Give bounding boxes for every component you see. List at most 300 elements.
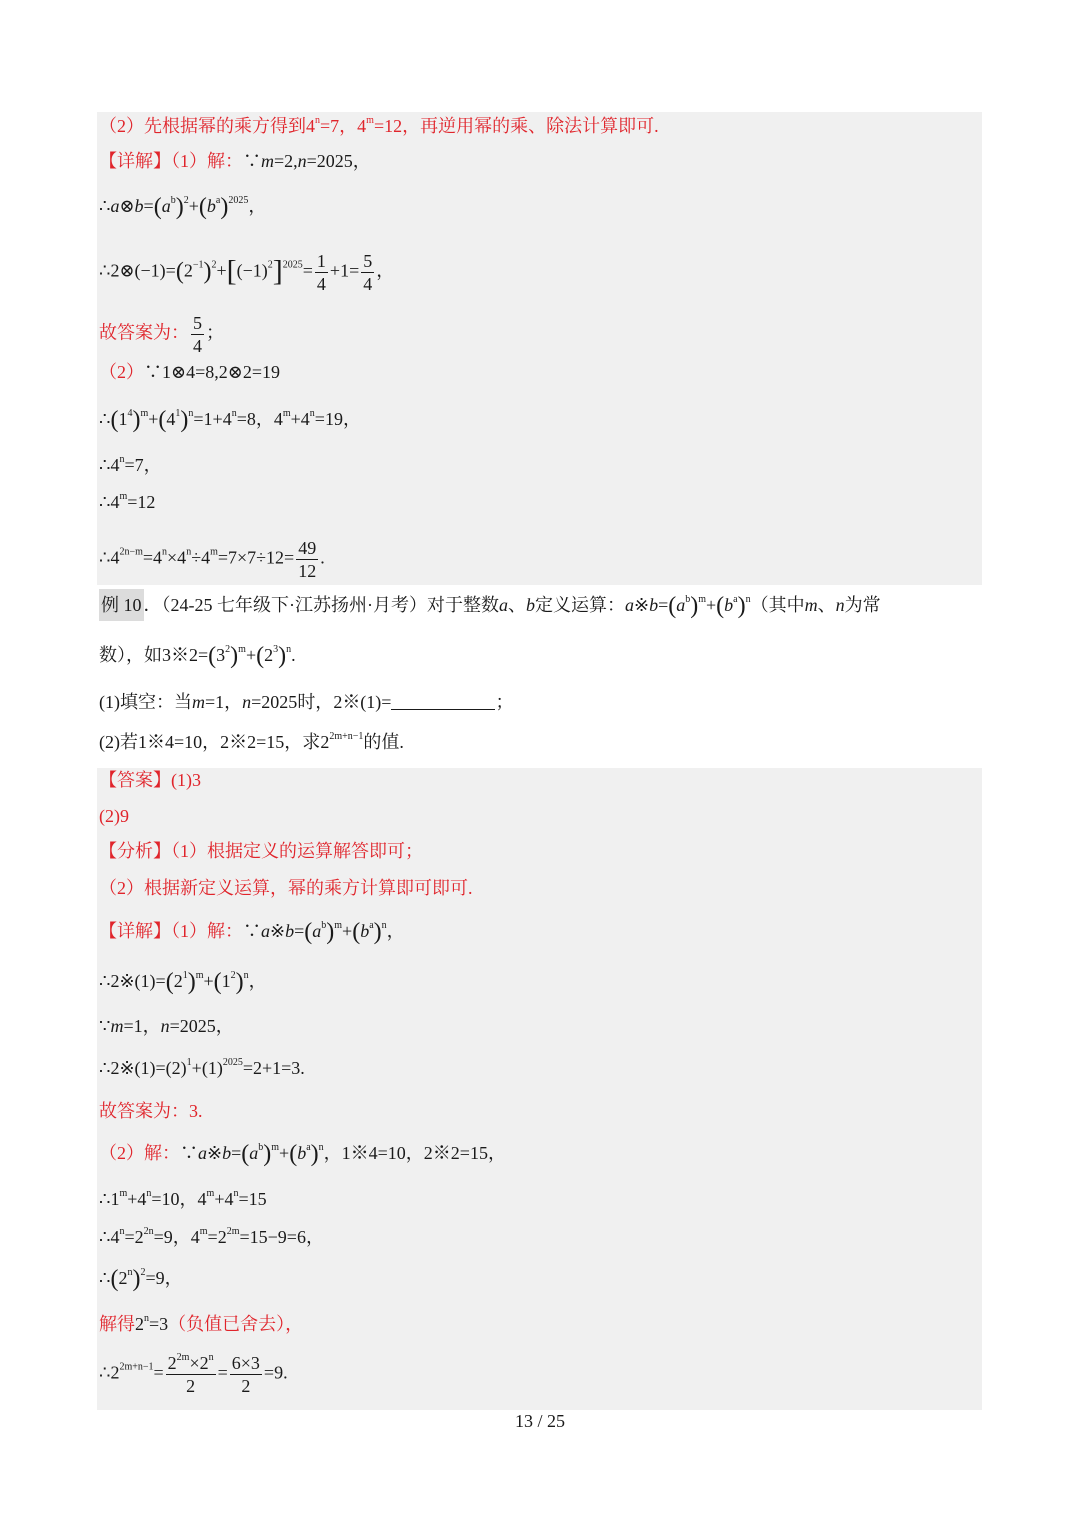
- red-text: （负值已舍去），: [168, 1314, 304, 1334]
- exponent: 2: [267, 259, 273, 271]
- exponent: n: [318, 1142, 324, 1153]
- math-text: ∴: [99, 455, 111, 475]
- exponent: n: [233, 1188, 239, 1199]
- exponent: 2: [230, 970, 236, 981]
- exponent: 1: [186, 1057, 192, 1068]
- detail2-part2-step3: [99, 1267, 183, 1290]
- part2-step2: [99, 454, 162, 476]
- detail-part1-given: [99, 150, 371, 172]
- math-text: ×4: [167, 547, 187, 568]
- math-text: 2: [264, 645, 274, 665]
- math-text: +4: [214, 1189, 234, 1209]
- math-text: =7，: [124, 455, 162, 475]
- math-text: =2025，: [169, 1016, 234, 1036]
- math-text: +4: [127, 1189, 147, 1209]
- bracket: [: [226, 254, 237, 288]
- paren: (: [668, 593, 677, 619]
- math-variable: n: [242, 692, 252, 712]
- exponent: n: [146, 1188, 152, 1199]
- math-text: 2: [173, 971, 183, 991]
- exponent: n: [315, 115, 320, 126]
- math-variable: a: [312, 921, 322, 941]
- exponent: m: [282, 408, 291, 419]
- paren: ): [187, 969, 196, 995]
- math-variable: a: [676, 595, 686, 615]
- math-text: 、: [507, 595, 526, 615]
- answer-blank[interactable]: [391, 693, 495, 710]
- math-variable: m: [804, 595, 818, 615]
- exponent: 2m+n−1: [329, 731, 364, 742]
- math-text: 2: [135, 1314, 144, 1334]
- exponent: a: [733, 594, 738, 605]
- math-text: +1=: [329, 260, 360, 281]
- exponent: m: [238, 644, 246, 655]
- red-text: （2）根据新定义运算，幂的乘方计算即可即可.: [99, 878, 473, 898]
- math-text: =2: [207, 1227, 227, 1247]
- math-text: +: [342, 921, 353, 941]
- question-2: [99, 731, 404, 753]
- exponent: 2: [140, 1267, 146, 1278]
- exponent: 2m+n−1: [119, 1361, 154, 1373]
- detail2-given: [99, 1015, 234, 1037]
- paren: (: [304, 919, 313, 945]
- math-text: =: [294, 921, 305, 941]
- exponent: a: [306, 1142, 311, 1153]
- question-1: [99, 691, 513, 713]
- math-text: 1※4=10，: [341, 1143, 424, 1163]
- math-text: 时，: [297, 692, 334, 712]
- detail-compute: [99, 250, 394, 295]
- paren: ): [203, 258, 212, 285]
- math-text: =: [153, 1362, 164, 1383]
- math-text: 4: [306, 116, 315, 136]
- math-text: 3※2=: [162, 645, 209, 665]
- math-text: ∴: [99, 1268, 111, 1288]
- math-text: +: [148, 409, 159, 429]
- math-text: 2※(1)=: [333, 692, 392, 712]
- math-text: =2+1=3: [242, 1058, 301, 1078]
- math-variable: a: [624, 595, 634, 615]
- exponent: 2: [225, 644, 231, 655]
- math-text: 4: [110, 1227, 120, 1247]
- math-text: 4: [166, 409, 176, 429]
- math-text: 1: [221, 971, 231, 991]
- paren: (: [110, 407, 119, 433]
- paren: ): [175, 194, 184, 220]
- paren: ): [326, 919, 335, 945]
- math-text: +(1): [191, 1058, 223, 1078]
- math-text: ∴: [99, 1362, 111, 1383]
- exponent: 2n: [143, 1226, 154, 1237]
- math-variable: a: [110, 196, 120, 216]
- math-text: =10，: [151, 1189, 198, 1209]
- exponent: n: [188, 408, 194, 419]
- math-text: =12: [127, 492, 156, 512]
- paren: (: [175, 258, 184, 285]
- paren: ): [690, 593, 699, 619]
- paren: (: [716, 593, 725, 619]
- exponent: 2: [211, 259, 217, 271]
- math-variable: b: [649, 595, 659, 615]
- red-text: （1）根据定义的运算解答即可；: [171, 841, 423, 861]
- math-text: =4: [142, 547, 163, 568]
- red-text: （1）解：: [171, 921, 243, 941]
- math-text: ∵: [243, 921, 261, 941]
- math-text: 4: [190, 1227, 200, 1247]
- math-variable: m: [110, 1016, 124, 1036]
- math-text: 4: [110, 492, 120, 512]
- detail2-def: [99, 920, 405, 943]
- paren: (: [241, 1141, 250, 1167]
- detail2-part2-step1: [99, 1188, 267, 1210]
- math-text: 4: [273, 409, 283, 429]
- red-text: 故答案为：3.: [99, 1101, 203, 1121]
- exponent: b: [258, 1142, 264, 1153]
- math-text: 2⊗(−1)=: [110, 260, 176, 281]
- math-text: ，: [323, 1143, 342, 1163]
- math-variable: b: [206, 196, 216, 216]
- red-text: 【分析】: [99, 841, 171, 861]
- paren: (: [198, 194, 207, 220]
- math-text: 、: [817, 595, 836, 615]
- paren: ): [235, 969, 244, 995]
- math-text: +: [706, 595, 717, 615]
- denominator: 4: [316, 274, 326, 294]
- answer-part1-b: [99, 1100, 203, 1122]
- math-text: ∴: [99, 409, 111, 429]
- paren: ): [230, 643, 239, 669]
- math-text: =: [658, 595, 669, 615]
- math-text: =: [217, 1362, 228, 1383]
- math-text: +: [203, 971, 214, 991]
- math-text: （其中: [750, 595, 805, 615]
- math-text: 定义运算：: [534, 595, 625, 615]
- math-text: ※: [633, 595, 650, 615]
- math-text: =1，: [205, 692, 243, 712]
- analysis-1: [99, 840, 423, 862]
- paren: ): [132, 407, 141, 433]
- math-text: 1: [110, 1189, 120, 1209]
- math-variable: b: [134, 196, 144, 216]
- exponent: m: [195, 970, 204, 981]
- paren: (: [165, 969, 174, 995]
- math-text: ∴: [99, 196, 111, 216]
- red-text: （2）解：: [99, 1143, 180, 1163]
- math-text: 2: [320, 732, 330, 752]
- red-text: （2）先根据幂的乘方得到: [99, 116, 306, 136]
- math-text: ※: [270, 921, 286, 941]
- numerator: 49: [298, 538, 317, 558]
- paren: ): [737, 593, 746, 619]
- math-text: ；: [206, 322, 224, 343]
- paren: (: [256, 643, 265, 669]
- math-text: 2※(1)=: [110, 971, 166, 991]
- paren: ): [310, 1141, 319, 1167]
- math-text: 1※4=10，: [138, 732, 221, 752]
- example-10-stem-cont: [99, 644, 296, 667]
- red-text: 解得: [99, 1314, 135, 1334]
- math-text: +: [245, 645, 257, 665]
- fraction: [166, 1352, 216, 1397]
- exponent: n: [127, 1267, 133, 1278]
- math-text: (2)若: [99, 732, 138, 752]
- math-text: =8，: [236, 409, 274, 429]
- paren: (: [153, 194, 162, 220]
- red-text: (1)3: [171, 770, 201, 790]
- fraction: [230, 1352, 262, 1397]
- exponent: n: [286, 644, 292, 655]
- exponent: m: [199, 1226, 208, 1237]
- exponent: 1: [175, 408, 181, 419]
- math-text: ∴: [99, 1227, 111, 1247]
- math-variable: m: [261, 151, 274, 171]
- paren: (: [158, 407, 167, 433]
- math-text: 1: [118, 409, 128, 429]
- exponent: −1: [192, 259, 204, 271]
- exponent: n: [162, 546, 168, 558]
- exponent: a: [369, 920, 374, 931]
- exponent: m: [119, 1188, 128, 1199]
- math-variable: n: [297, 151, 307, 171]
- example-badge: 例 10: [99, 589, 144, 621]
- exponent: n: [119, 1226, 125, 1237]
- exponent: n: [381, 920, 387, 931]
- math-text: ∵: [180, 1143, 198, 1163]
- math-variable: b: [724, 595, 734, 615]
- exponent: 3: [273, 644, 279, 655]
- math-text: +4: [290, 409, 310, 429]
- math-text: ∴: [99, 547, 111, 568]
- math-text: .: [300, 1058, 305, 1078]
- math-text: +: [216, 260, 227, 281]
- math-text: 4: [197, 1189, 207, 1209]
- math-text: ，: [248, 971, 267, 991]
- answer-shade-top: [97, 112, 982, 585]
- math-text: 数），如: [99, 645, 162, 665]
- paren: ): [278, 643, 287, 669]
- paren: ): [263, 1141, 272, 1167]
- math-variable: b: [297, 1143, 307, 1163]
- exponent: n: [309, 408, 315, 419]
- exponent: n: [186, 546, 192, 558]
- math-text: ．（24-25 七年级下·江苏扬州·月考）对于整数: [143, 595, 499, 615]
- exponent: 2025: [282, 259, 303, 271]
- part2-step4: [99, 537, 325, 582]
- numerator: 5: [193, 313, 202, 333]
- math-text: =: [302, 260, 313, 281]
- math-text: (−1): [236, 260, 268, 281]
- exponent: 2n−m: [119, 546, 143, 558]
- red-text: (2)9: [99, 806, 129, 826]
- exponent: n: [119, 454, 125, 465]
- math-text: =2025，: [306, 151, 371, 171]
- part2-step1: [99, 408, 361, 431]
- exponent: m: [334, 920, 343, 931]
- math-text: ∴: [99, 492, 111, 512]
- math-variable: n: [835, 595, 845, 615]
- math-text: =9，: [145, 1268, 183, 1288]
- math-text: =7×7÷12=: [217, 547, 295, 568]
- part2-step3: [99, 491, 155, 513]
- math-text: 2※2=15，求: [220, 732, 321, 752]
- exponent: 1: [182, 970, 188, 981]
- math-variable: a: [198, 1143, 207, 1163]
- red-text: （1）解：: [171, 151, 243, 171]
- math-text: =15−9=6，: [239, 1227, 324, 1247]
- math-text: 1⊗4=8,2⊗2=19: [162, 362, 280, 382]
- math-variable: m: [192, 692, 205, 712]
- paren: (: [289, 1141, 298, 1167]
- math-text: =3: [149, 1314, 169, 1334]
- exponent: m: [698, 594, 707, 605]
- red-text: 故答案为：: [99, 322, 189, 343]
- paren: ): [180, 407, 189, 433]
- exponent: b: [685, 594, 691, 605]
- exponent: n: [231, 408, 237, 419]
- page-number: 13 / 25: [514, 1411, 565, 1431]
- math-variable: b: [285, 921, 295, 941]
- exponent: 2m: [226, 1226, 240, 1237]
- detail2-result: [99, 1057, 305, 1079]
- math-text: =: [231, 1143, 242, 1163]
- red-text: 【详解】: [99, 921, 171, 941]
- math-text: .: [291, 645, 296, 665]
- exponent: 4: [127, 408, 133, 419]
- math-variable: a: [498, 595, 508, 615]
- math-text: 2: [110, 1362, 120, 1383]
- exponent: b: [321, 920, 327, 931]
- fraction: [361, 250, 374, 295]
- math-text: ∵: [99, 1016, 111, 1036]
- paren: (: [208, 643, 217, 669]
- answer-label: [99, 769, 201, 791]
- denominator: 4: [363, 274, 373, 294]
- exponent: n: [745, 594, 751, 605]
- detail2-part2-step2: [99, 1226, 324, 1248]
- math-text: ÷4: [191, 547, 211, 568]
- math-text: ，: [248, 196, 267, 216]
- analysis-2: [99, 877, 473, 899]
- red-text: =7，: [320, 116, 358, 136]
- detail2-part2-solve: [99, 1313, 303, 1335]
- paren: ): [373, 919, 382, 945]
- math-variable: b: [360, 921, 370, 941]
- math-text: =19，: [314, 409, 361, 429]
- math-text: =1+4: [193, 409, 232, 429]
- math-text: =2,: [274, 151, 298, 171]
- math-text: ，: [386, 921, 405, 941]
- math-text: =15: [238, 1189, 267, 1209]
- math-text: +: [188, 196, 199, 216]
- exponent: m: [206, 1188, 215, 1199]
- numerator: 5: [363, 251, 373, 271]
- detail2-part2-given: [99, 1142, 506, 1165]
- math-text: ∴: [99, 971, 111, 991]
- math-text: =: [143, 196, 154, 216]
- math-text: 为常: [844, 595, 881, 615]
- answer-part1: [99, 312, 224, 357]
- exponent: n: [144, 1313, 149, 1324]
- math-text: =9，: [153, 1227, 191, 1247]
- exponent: 2025: [228, 195, 249, 206]
- math-text: ∴: [99, 1058, 111, 1078]
- paren: (: [352, 919, 361, 945]
- paren: (: [213, 969, 222, 995]
- numerator: 6×3: [231, 1353, 260, 1373]
- red-text: 【详解】: [99, 151, 171, 171]
- exponent: a: [215, 195, 221, 206]
- exponent: m: [119, 491, 128, 502]
- math-text: 2※2=15，: [423, 1143, 506, 1163]
- paren: ): [220, 194, 229, 220]
- math-text: 4: [357, 116, 367, 136]
- math-variable: a: [261, 921, 270, 941]
- part2-given: [99, 361, 280, 383]
- math-text: ∵: [144, 362, 162, 382]
- example-10-stem: [99, 594, 881, 617]
- fraction: [315, 250, 328, 295]
- exponent: m: [140, 408, 149, 419]
- math-text: 3: [216, 645, 226, 665]
- math-text: 2※(1)=(2): [110, 1058, 187, 1078]
- paren: ): [132, 1266, 141, 1292]
- numerator: $2^{2m}\times 2^n$: [167, 1352, 214, 1373]
- exponent: 2: [183, 195, 189, 206]
- math-text: ∴: [99, 1189, 111, 1209]
- denominator: 2: [241, 1376, 251, 1396]
- math-text: .: [320, 547, 325, 568]
- math-text: ，: [376, 260, 395, 281]
- math-text: ※: [207, 1143, 223, 1163]
- red-text: （2）: [99, 362, 144, 382]
- analysis-part2: [99, 115, 659, 137]
- math-text: ⊗: [119, 196, 135, 216]
- denominator: 2: [186, 1376, 196, 1396]
- detail-def-expand: [99, 195, 266, 218]
- math-text: +: [279, 1143, 290, 1163]
- red-text: =12，再逆用幂的乘、除法计算即可.: [373, 116, 659, 136]
- exponent: m: [366, 115, 374, 126]
- detail2-step1: [99, 970, 267, 993]
- math-text: 4: [110, 455, 120, 475]
- math-text: 2: [183, 260, 193, 281]
- math-text: ∵: [243, 151, 261, 171]
- red-text: 【答案】: [99, 770, 171, 790]
- exponent: m: [271, 1142, 280, 1153]
- denominator: 4: [193, 336, 202, 356]
- paren: (: [110, 1266, 119, 1292]
- math-variable: n: [160, 1016, 170, 1036]
- math-text: =9.: [263, 1362, 288, 1383]
- math-text: =1，: [123, 1016, 161, 1036]
- numerator: 1: [316, 251, 326, 271]
- detail2-part2-final: [99, 1352, 288, 1397]
- math-variable: b: [222, 1143, 232, 1163]
- math-text: ；: [495, 692, 514, 712]
- math-text: 2: [118, 1268, 128, 1288]
- math-variable: b: [525, 595, 535, 615]
- math-variable: a: [249, 1143, 259, 1163]
- math-text: =2025: [251, 692, 298, 712]
- exponent: n: [243, 970, 249, 981]
- math-variable: a: [161, 196, 171, 216]
- math-text: =2: [124, 1227, 144, 1247]
- answer-2: [99, 805, 129, 827]
- math-text: 的值.: [363, 732, 404, 752]
- exponent: b: [170, 195, 176, 206]
- math-text: (1)填空：当: [99, 692, 192, 712]
- exponent: m: [210, 546, 218, 558]
